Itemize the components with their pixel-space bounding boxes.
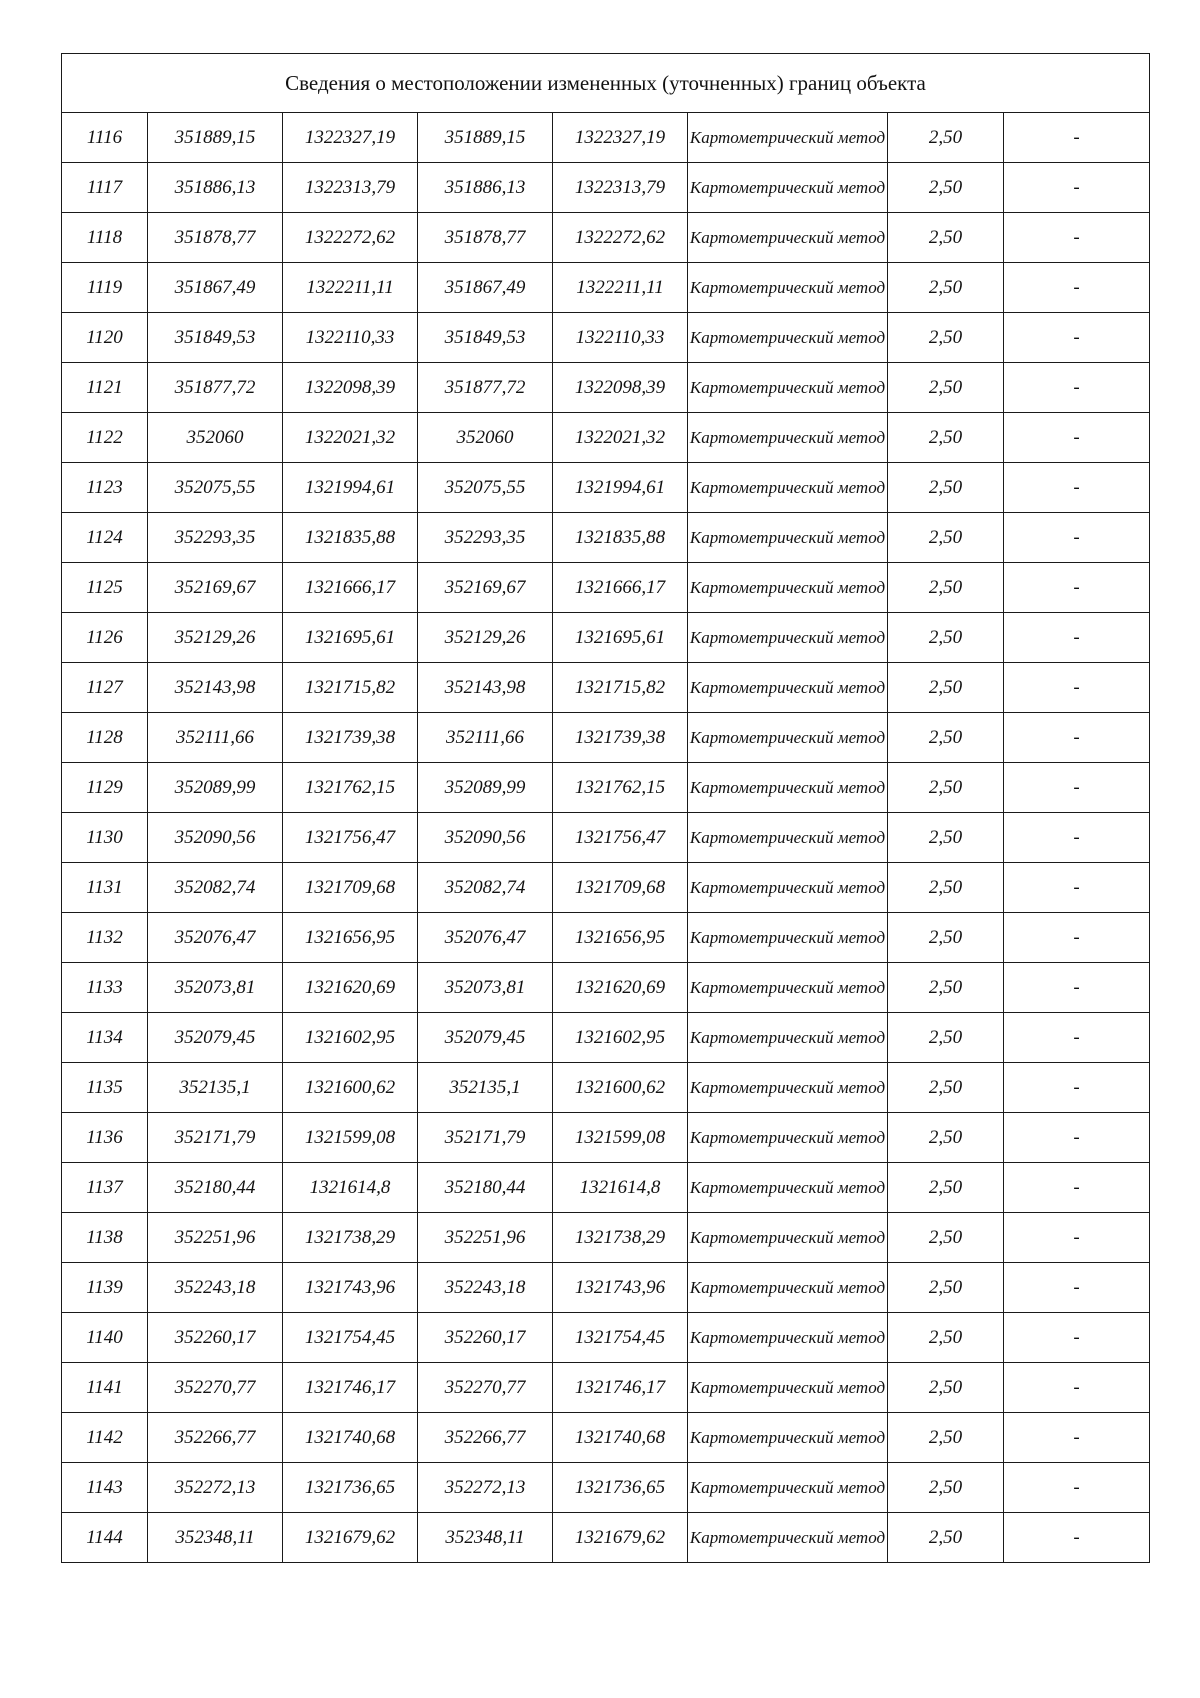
table-row [62, 1063, 1150, 1113]
method-cell: Картометрический метод [688, 913, 888, 963]
y-old-cell: 1322313,79 [283, 163, 418, 213]
y-old-cell: 1321740,68 [283, 1413, 418, 1463]
accuracy-cell: 2,50 [888, 363, 1004, 413]
note-cell: - [1004, 1263, 1150, 1313]
y-old-cell: 1321600,62 [283, 1063, 418, 1113]
boundary-coordinates-table [61, 53, 1150, 1563]
y-old-cell: 1321715,82 [283, 663, 418, 713]
y-new-cell: 1321835,88 [553, 513, 688, 563]
point-number-cell: 1130 [62, 813, 148, 863]
x-new-cell: 352082,74 [418, 863, 553, 913]
accuracy-cell: 2,50 [888, 713, 1004, 763]
table-row [62, 1113, 1150, 1163]
note-cell: - [1004, 1463, 1150, 1513]
point-number-cell: 1131 [62, 863, 148, 913]
accuracy-cell: 2,50 [888, 213, 1004, 263]
x-old-cell: 352260,17 [148, 1313, 283, 1363]
x-new-cell: 352079,45 [418, 1013, 553, 1063]
note-cell: - [1004, 163, 1150, 213]
method-cell: Картометрический метод [688, 113, 888, 163]
y-new-cell: 1321709,68 [553, 863, 688, 913]
x-new-cell: 352260,17 [418, 1313, 553, 1363]
x-new-cell: 352090,56 [418, 813, 553, 863]
y-new-cell: 1321754,45 [553, 1313, 688, 1363]
y-new-cell: 1321736,65 [553, 1463, 688, 1513]
x-new-cell: 352073,81 [418, 963, 553, 1013]
y-new-cell: 1321620,69 [553, 963, 688, 1013]
note-cell: - [1004, 363, 1150, 413]
y-new-cell: 1321762,15 [553, 763, 688, 813]
x-new-cell: 352171,79 [418, 1113, 553, 1163]
note-cell: - [1004, 1313, 1150, 1363]
y-old-cell: 1322211,11 [283, 263, 418, 313]
x-new-cell: 352076,47 [418, 913, 553, 963]
x-old-cell: 352293,35 [148, 513, 283, 563]
table-row [62, 663, 1150, 713]
y-new-cell: 1321656,95 [553, 913, 688, 963]
table-row [62, 113, 1150, 163]
x-old-cell: 351877,72 [148, 363, 283, 413]
table-row [62, 1313, 1150, 1363]
table-row [62, 1263, 1150, 1313]
x-old-cell: 352171,79 [148, 1113, 283, 1163]
point-number-cell: 1133 [62, 963, 148, 1013]
point-number-cell: 1139 [62, 1263, 148, 1313]
y-new-cell: 1321743,96 [553, 1263, 688, 1313]
note-cell: - [1004, 1163, 1150, 1213]
point-number-cell: 1138 [62, 1213, 148, 1263]
y-new-cell: 1321740,68 [553, 1413, 688, 1463]
note-cell: - [1004, 763, 1150, 813]
table-row [62, 1513, 1150, 1563]
x-old-cell: 351886,13 [148, 163, 283, 213]
y-new-cell: 1321602,95 [553, 1013, 688, 1063]
x-old-cell: 351867,49 [148, 263, 283, 313]
method-cell: Картометрический метод [688, 313, 888, 363]
x-old-cell: 351849,53 [148, 313, 283, 363]
method-cell: Картометрический метод [688, 663, 888, 713]
accuracy-cell: 2,50 [888, 1363, 1004, 1413]
x-old-cell: 352143,98 [148, 663, 283, 713]
table-row [62, 263, 1150, 313]
x-old-cell: 352076,47 [148, 913, 283, 963]
accuracy-cell: 2,50 [888, 963, 1004, 1013]
y-old-cell: 1321679,62 [283, 1513, 418, 1563]
x-new-cell: 351849,53 [418, 313, 553, 363]
y-old-cell: 1321835,88 [283, 513, 418, 563]
x-old-cell: 352129,26 [148, 613, 283, 663]
y-new-cell: 1322021,32 [553, 413, 688, 463]
y-new-cell: 1322098,39 [553, 363, 688, 413]
accuracy-cell: 2,50 [888, 263, 1004, 313]
point-number-cell: 1120 [62, 313, 148, 363]
note-cell: - [1004, 613, 1150, 663]
x-old-cell: 352075,55 [148, 463, 283, 513]
table-row [62, 463, 1150, 513]
y-old-cell: 1322110,33 [283, 313, 418, 363]
table-row [62, 513, 1150, 563]
accuracy-cell: 2,50 [888, 1313, 1004, 1363]
accuracy-cell: 2,50 [888, 763, 1004, 813]
table-row [62, 313, 1150, 363]
x-old-cell: 352111,66 [148, 713, 283, 763]
note-cell: - [1004, 1413, 1150, 1463]
x-new-cell: 352270,77 [418, 1363, 553, 1413]
y-old-cell: 1321666,17 [283, 563, 418, 613]
x-new-cell: 352272,13 [418, 1463, 553, 1513]
note-cell: - [1004, 1113, 1150, 1163]
x-old-cell: 352348,11 [148, 1513, 283, 1563]
x-new-cell: 351889,15 [418, 113, 553, 163]
table-row [62, 1163, 1150, 1213]
point-number-cell: 1117 [62, 163, 148, 213]
y-new-cell: 1321715,82 [553, 663, 688, 713]
point-number-cell: 1127 [62, 663, 148, 713]
method-cell: Картометрический метод [688, 613, 888, 663]
point-number-cell: 1129 [62, 763, 148, 813]
y-old-cell: 1321656,95 [283, 913, 418, 963]
y-new-cell: 1321614,8 [553, 1163, 688, 1213]
method-cell: Картометрический метод [688, 363, 888, 413]
x-new-cell: 352111,66 [418, 713, 553, 763]
y-old-cell: 1321620,69 [283, 963, 418, 1013]
point-number-cell: 1125 [62, 563, 148, 613]
method-cell: Картометрический метод [688, 563, 888, 613]
y-new-cell: 1322327,19 [553, 113, 688, 163]
x-old-cell: 352270,77 [148, 1363, 283, 1413]
note-cell: - [1004, 813, 1150, 863]
x-old-cell: 351889,15 [148, 113, 283, 163]
method-cell: Картометрический метод [688, 1063, 888, 1113]
table-row [62, 213, 1150, 263]
point-number-cell: 1137 [62, 1163, 148, 1213]
y-old-cell: 1322098,39 [283, 363, 418, 413]
y-old-cell: 1321739,38 [283, 713, 418, 763]
point-number-cell: 1123 [62, 463, 148, 513]
accuracy-cell: 2,50 [888, 813, 1004, 863]
table-row [62, 563, 1150, 613]
point-number-cell: 1135 [62, 1063, 148, 1113]
accuracy-cell: 2,50 [888, 113, 1004, 163]
x-new-cell: 351877,72 [418, 363, 553, 413]
table-row [62, 363, 1150, 413]
point-number-cell: 1143 [62, 1463, 148, 1513]
note-cell: - [1004, 1213, 1150, 1263]
note-cell: - [1004, 413, 1150, 463]
y-new-cell: 1322272,62 [553, 213, 688, 263]
table-title: Сведения о местоположении измененных (уточненных) границ объекта [62, 54, 1150, 113]
note-cell: - [1004, 963, 1150, 1013]
table-row [62, 913, 1150, 963]
accuracy-cell: 2,50 [888, 463, 1004, 513]
note-cell: - [1004, 713, 1150, 763]
method-cell: Картометрический метод [688, 1263, 888, 1313]
accuracy-cell: 2,50 [888, 1213, 1004, 1263]
y-old-cell: 1321754,45 [283, 1313, 418, 1363]
table-row [62, 1413, 1150, 1463]
x-new-cell: 352266,77 [418, 1413, 553, 1463]
method-cell: Картометрический метод [688, 713, 888, 763]
method-cell: Картометрический метод [688, 513, 888, 563]
method-cell: Картометрический метод [688, 1013, 888, 1063]
table-row [62, 863, 1150, 913]
y-new-cell: 1322110,33 [553, 313, 688, 363]
method-cell: Картометрический метод [688, 963, 888, 1013]
note-cell: - [1004, 463, 1150, 513]
point-number-cell: 1136 [62, 1113, 148, 1163]
y-new-cell: 1321679,62 [553, 1513, 688, 1563]
note-cell: - [1004, 1513, 1150, 1563]
accuracy-cell: 2,50 [888, 1413, 1004, 1463]
x-old-cell: 352180,44 [148, 1163, 283, 1213]
accuracy-cell: 2,50 [888, 413, 1004, 463]
y-new-cell: 1321666,17 [553, 563, 688, 613]
x-new-cell: 352251,96 [418, 1213, 553, 1263]
x-old-cell: 351878,77 [148, 213, 283, 263]
point-number-cell: 1124 [62, 513, 148, 563]
method-cell: Картометрический метод [688, 1413, 888, 1463]
x-new-cell: 352075,55 [418, 463, 553, 513]
y-old-cell: 1322021,32 [283, 413, 418, 463]
y-old-cell: 1321599,08 [283, 1113, 418, 1163]
accuracy-cell: 2,50 [888, 1163, 1004, 1213]
note-cell: - [1004, 513, 1150, 563]
x-new-cell: 352143,98 [418, 663, 553, 713]
table-row [62, 713, 1150, 763]
accuracy-cell: 2,50 [888, 613, 1004, 663]
table-row [62, 763, 1150, 813]
note-cell: - [1004, 663, 1150, 713]
point-number-cell: 1142 [62, 1413, 148, 1463]
method-cell: Картометрический метод [688, 1513, 888, 1563]
accuracy-cell: 2,50 [888, 1263, 1004, 1313]
method-cell: Картометрический метод [688, 263, 888, 313]
x-old-cell: 352073,81 [148, 963, 283, 1013]
x-old-cell: 352089,99 [148, 763, 283, 813]
y-new-cell: 1321695,61 [553, 613, 688, 663]
x-old-cell: 352060 [148, 413, 283, 463]
y-old-cell: 1322327,19 [283, 113, 418, 163]
y-old-cell: 1321746,17 [283, 1363, 418, 1413]
method-cell: Картометрический метод [688, 413, 888, 463]
x-old-cell: 352079,45 [148, 1013, 283, 1063]
x-new-cell: 352129,26 [418, 613, 553, 663]
x-new-cell: 352060 [418, 413, 553, 463]
y-new-cell: 1321738,29 [553, 1213, 688, 1263]
table-row [62, 413, 1150, 463]
y-old-cell: 1321695,61 [283, 613, 418, 663]
x-old-cell: 352169,67 [148, 563, 283, 613]
point-number-cell: 1141 [62, 1363, 148, 1413]
table-row [62, 1213, 1150, 1263]
x-old-cell: 352266,77 [148, 1413, 283, 1463]
table-row [62, 1013, 1150, 1063]
note-cell: - [1004, 1063, 1150, 1113]
x-old-cell: 352243,18 [148, 1263, 283, 1313]
table-row [62, 613, 1150, 663]
x-old-cell: 352082,74 [148, 863, 283, 913]
y-old-cell: 1321756,47 [283, 813, 418, 863]
point-number-cell: 1122 [62, 413, 148, 463]
point-number-cell: 1121 [62, 363, 148, 413]
method-cell: Картометрический метод [688, 1213, 888, 1263]
method-cell: Картометрический метод [688, 1163, 888, 1213]
method-cell: Картометрический метод [688, 863, 888, 913]
method-cell: Картометрический метод [688, 1363, 888, 1413]
x-new-cell: 352293,35 [418, 513, 553, 563]
y-new-cell: 1321994,61 [553, 463, 688, 513]
point-number-cell: 1144 [62, 1513, 148, 1563]
y-old-cell: 1321762,15 [283, 763, 418, 813]
y-old-cell: 1321602,95 [283, 1013, 418, 1063]
x-new-cell: 352348,11 [418, 1513, 553, 1563]
table-title-row [62, 54, 1150, 113]
accuracy-cell: 2,50 [888, 1113, 1004, 1163]
note-cell: - [1004, 213, 1150, 263]
point-number-cell: 1132 [62, 913, 148, 963]
method-cell: Картометрический метод [688, 1313, 888, 1363]
y-new-cell: 1322313,79 [553, 163, 688, 213]
point-number-cell: 1126 [62, 613, 148, 663]
point-number-cell: 1116 [62, 113, 148, 163]
accuracy-cell: 2,50 [888, 163, 1004, 213]
table-row [62, 963, 1150, 1013]
note-cell: - [1004, 563, 1150, 613]
y-new-cell: 1321739,38 [553, 713, 688, 763]
accuracy-cell: 2,50 [888, 1013, 1004, 1063]
x-new-cell: 351878,77 [418, 213, 553, 263]
y-new-cell: 1321756,47 [553, 813, 688, 863]
x-new-cell: 352089,99 [418, 763, 553, 813]
table-row [62, 163, 1150, 213]
accuracy-cell: 2,50 [888, 313, 1004, 363]
note-cell: - [1004, 1363, 1150, 1413]
y-old-cell: 1321743,96 [283, 1263, 418, 1313]
table-row [62, 1463, 1150, 1513]
y-new-cell: 1321600,62 [553, 1063, 688, 1113]
method-cell: Картометрический метод [688, 1113, 888, 1163]
point-number-cell: 1134 [62, 1013, 148, 1063]
table-row [62, 813, 1150, 863]
x-new-cell: 352135,1 [418, 1063, 553, 1113]
note-cell: - [1004, 263, 1150, 313]
note-cell: - [1004, 913, 1150, 963]
note-cell: - [1004, 863, 1150, 913]
x-old-cell: 352272,13 [148, 1463, 283, 1513]
method-cell: Картометрический метод [688, 463, 888, 513]
method-cell: Картометрический метод [688, 813, 888, 863]
note-cell: - [1004, 1013, 1150, 1063]
method-cell: Картометрический метод [688, 1463, 888, 1513]
point-number-cell: 1140 [62, 1313, 148, 1363]
y-old-cell: 1321738,29 [283, 1213, 418, 1263]
accuracy-cell: 2,50 [888, 563, 1004, 613]
note-cell: - [1004, 113, 1150, 163]
x-new-cell: 351886,13 [418, 163, 553, 213]
y-new-cell: 1322211,11 [553, 263, 688, 313]
accuracy-cell: 2,50 [888, 1463, 1004, 1513]
table-row [62, 1363, 1150, 1413]
accuracy-cell: 2,50 [888, 1063, 1004, 1113]
accuracy-cell: 2,50 [888, 863, 1004, 913]
y-old-cell: 1321709,68 [283, 863, 418, 913]
x-old-cell: 352090,56 [148, 813, 283, 863]
y-old-cell: 1321614,8 [283, 1163, 418, 1213]
accuracy-cell: 2,50 [888, 513, 1004, 563]
y-old-cell: 1322272,62 [283, 213, 418, 263]
accuracy-cell: 2,50 [888, 663, 1004, 713]
method-cell: Картометрический метод [688, 163, 888, 213]
y-old-cell: 1321736,65 [283, 1463, 418, 1513]
accuracy-cell: 2,50 [888, 1513, 1004, 1563]
x-new-cell: 351867,49 [418, 263, 553, 313]
method-cell: Картометрический метод [688, 213, 888, 263]
x-new-cell: 352243,18 [418, 1263, 553, 1313]
y-new-cell: 1321746,17 [553, 1363, 688, 1413]
point-number-cell: 1119 [62, 263, 148, 313]
method-cell: Картометрический метод [688, 763, 888, 813]
y-old-cell: 1321994,61 [283, 463, 418, 513]
x-old-cell: 352135,1 [148, 1063, 283, 1113]
point-number-cell: 1118 [62, 213, 148, 263]
note-cell: - [1004, 313, 1150, 363]
y-new-cell: 1321599,08 [553, 1113, 688, 1163]
x-old-cell: 352251,96 [148, 1213, 283, 1263]
x-new-cell: 352169,67 [418, 563, 553, 613]
point-number-cell: 1128 [62, 713, 148, 763]
x-new-cell: 352180,44 [418, 1163, 553, 1213]
accuracy-cell: 2,50 [888, 913, 1004, 963]
